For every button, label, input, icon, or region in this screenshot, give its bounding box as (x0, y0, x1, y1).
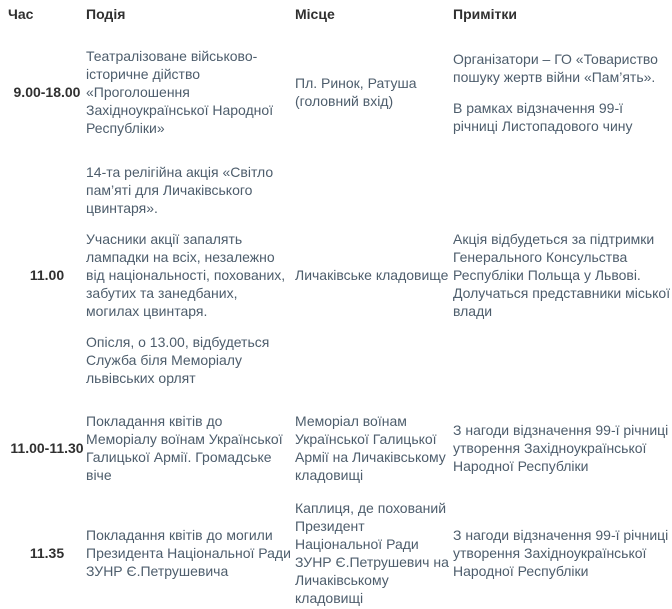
notes-paragraph: В рамках відзначення 99-ї річниці Листопадового чину (453, 99, 633, 134)
notes-cell (453, 399, 672, 497)
notes-paragraph: Акція відбудеться за підтримки Генерального Консульства Республіки Польща у Львові. Долучаться представники міської влади (453, 231, 671, 319)
place-paragraph: Меморіал воїнам Української Галицької Армії на Личаківському кладовищі (295, 413, 446, 483)
event-cell (86, 399, 295, 497)
column-header-notes: Примітки (453, 6, 517, 22)
event-paragraph: 14-та релігійна акція «Світло пам’яті для Личаківського цвинтаря». (86, 164, 274, 216)
notes-cell (453, 33, 672, 151)
place-cell (295, 33, 453, 151)
event-cell (86, 151, 295, 399)
table-row (0, 399, 672, 497)
event-cell (86, 33, 295, 151)
event-paragraph: Учасники акції запалять лампадки на всіх, незалежно від національності, похованих, забутих та занедбаних, могилах цвинтаря. (86, 231, 286, 319)
place-cell (295, 497, 453, 609)
notes-paragraph: З нагоди відзначення 99-ї річниці утворення Західноукраїнської Народної Республіки (453, 527, 669, 579)
place-cell (295, 151, 453, 399)
time-cell: 11.00-11.30 (10, 440, 84, 456)
time-cell: 9.00-18.00 (13, 84, 81, 100)
place-paragraph: Каплиця, де похований Президент Національної Ради ЗУНР Є.Петрушевич на Личаківському кладовищі (295, 500, 449, 606)
place-paragraph: Пл. Ринок, Ратуша (головний вхід) (295, 75, 417, 109)
event-paragraph: Опісля, о 13.00, відбудеться Служба біля Меморіалу львівських орлят (86, 334, 270, 386)
column-header-event: Подія (86, 6, 126, 22)
table-row (0, 33, 672, 151)
column-header-place: Місце (295, 6, 335, 22)
table-header-row (0, 0, 672, 33)
place-cell (295, 399, 453, 497)
place-paragraph: Личаківське кладовище (295, 267, 449, 283)
event-paragraph: Театралізоване військово-історичне дійство «Проголошення Західноукраїнської Народної Республіки» (86, 48, 274, 136)
event-paragraph: Покладання квітів до могили Президента Національної Ради ЗУНР Є.Петрушевича (86, 527, 291, 579)
notes-paragraph: З нагоди відзначення 99-ї річниці утворення Західноукраїнської Народної Республіки (453, 422, 669, 474)
notes-cell (453, 497, 672, 609)
column-header-time: Час (8, 6, 34, 22)
table-row (0, 497, 672, 609)
notes-cell (453, 151, 672, 399)
event-cell (86, 497, 295, 609)
time-cell: 11.00 (29, 267, 65, 283)
notes-paragraph: Організатори – ГО «Товариство пошуку жертв війни «Пам’ять». (453, 50, 658, 85)
time-cell: 11.35 (29, 545, 65, 561)
event-paragraph: Покладання квітів до Меморіалу воїнам Української Галицької Армії. Громадське віче (86, 413, 283, 483)
table-row (0, 151, 672, 399)
